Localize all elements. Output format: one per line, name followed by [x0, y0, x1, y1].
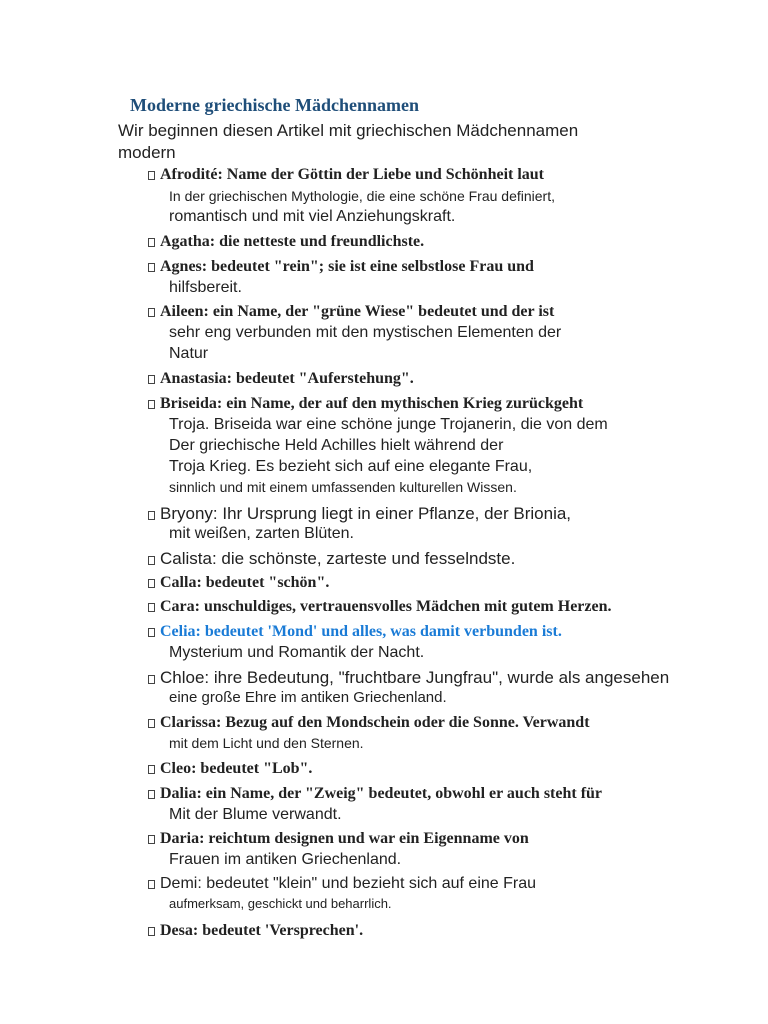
- list-item: Agnes: bedeutet "rein"; sie ist eine selbstlose Frau und: [148, 258, 534, 276]
- list-item-text: sehr eng verbunden mit den mystischen Elementen der: [169, 324, 562, 341]
- list-item: Briseida: ein Name, der auf den mythischen Krieg zurückgeht: [148, 395, 583, 413]
- list-item-link[interactable]: Celia: bedeutet 'Mond' und alles, was damit verbunden ist.: [148, 623, 562, 641]
- bullet-icon: [148, 835, 155, 844]
- list-item-text: Mit der Blume verwandt.: [169, 806, 342, 823]
- bullet-icon: [148, 880, 155, 889]
- intro-line-1: Wir beginnen diesen Artikel mit griechischen Mädchennamen: [118, 121, 579, 140]
- bullet-icon: [148, 400, 155, 409]
- list-item: Daria: reichtum designen und war ein Eigenname von: [148, 830, 529, 848]
- list-item: Chloe: ihre Bedeutung, "fruchtbare Jungfrau", wurde als angesehen: [148, 668, 669, 688]
- list-item: Agatha: die netteste und freundlichste.: [148, 233, 424, 251]
- list-item: Bryony: Ihr Ursprung liegt in einer Pflanze, der Brionia,: [148, 504, 571, 524]
- list-item: Dalia: ein Name, der "Zweig" bedeutet, obwohl er auch steht für: [148, 785, 602, 803]
- intro-line-2: modern: [118, 143, 176, 162]
- list-item: Calla: bedeutet "schön".: [148, 574, 329, 592]
- list-item-text: Troja. Briseida war eine schöne junge Trojanerin, die von dem: [169, 416, 608, 433]
- list-item: Desa: bedeutet 'Versprechen'.: [148, 922, 363, 940]
- list-item-text: hilfsbereit.: [169, 279, 242, 296]
- page-title: Moderne griechische Mädchennamen: [130, 95, 419, 115]
- list-item-text: romantisch und mit viel Anziehungskraft.: [169, 208, 456, 225]
- bullet-icon: [148, 579, 155, 588]
- list-item: Cleo: bedeutet "Lob".: [148, 760, 312, 778]
- bullet-icon: [148, 556, 155, 565]
- list-item: Afrodité: Name der Göttin der Liebe und Schönheit laut: [148, 166, 544, 184]
- bullet-icon: [148, 765, 155, 774]
- list-item-text: Frauen im antiken Griechenland.: [169, 851, 402, 868]
- bullet-icon: [148, 790, 155, 799]
- list-item: Aileen: ein Name, der "grüne Wiese" bedeutet und der ist: [148, 303, 554, 321]
- list-item-text: Mysterium und Romantik der Nacht.: [169, 644, 425, 661]
- list-item-text: Natur: [169, 345, 209, 362]
- bullet-icon: [148, 238, 155, 247]
- list-item: Clarissa: Bezug auf den Mondschein oder die Sonne. Verwandt: [148, 714, 590, 732]
- list-item-text: Troja Krieg. Es bezieht sich auf eine elegante Frau,: [169, 458, 533, 475]
- list-item: Calista: die schönste, zarteste und fesselndste.: [148, 549, 515, 569]
- list-item: Anastasia: bedeutet "Auferstehung".: [148, 370, 414, 388]
- bullet-icon: [148, 171, 155, 180]
- list-item: Cara: unschuldiges, vertrauensvolles Mädchen mit gutem Herzen.: [148, 598, 612, 616]
- list-item-text: Der griechische Held Achilles hielt während der: [169, 437, 504, 454]
- list-item-text: mit weißen, zarten Blüten.: [169, 525, 354, 542]
- list-item: Demi: bedeutet "klein" und bezieht sich auf eine Frau: [148, 875, 536, 893]
- bullet-icon: [148, 628, 155, 637]
- list-item-text: mit dem Licht und den Sternen.: [169, 735, 364, 751]
- bullet-icon: [148, 719, 155, 728]
- bullet-icon: [148, 375, 155, 384]
- list-item-text: eine große Ehre im antiken Griechenland.: [169, 689, 447, 706]
- list-item-text: sinnlich und mit einem umfassenden kulturellen Wissen.: [169, 479, 517, 495]
- bullet-icon: [148, 603, 155, 612]
- bullet-icon: [148, 263, 155, 272]
- list-item-text: In der griechischen Mythologie, die eine schöne Frau definiert,: [169, 188, 555, 204]
- bullet-icon: [148, 511, 155, 520]
- list-item-text: aufmerksam, geschickt und beharrlich.: [169, 896, 392, 911]
- bullet-icon: [148, 675, 155, 684]
- bullet-icon: [148, 927, 155, 936]
- bullet-icon: [148, 308, 155, 317]
